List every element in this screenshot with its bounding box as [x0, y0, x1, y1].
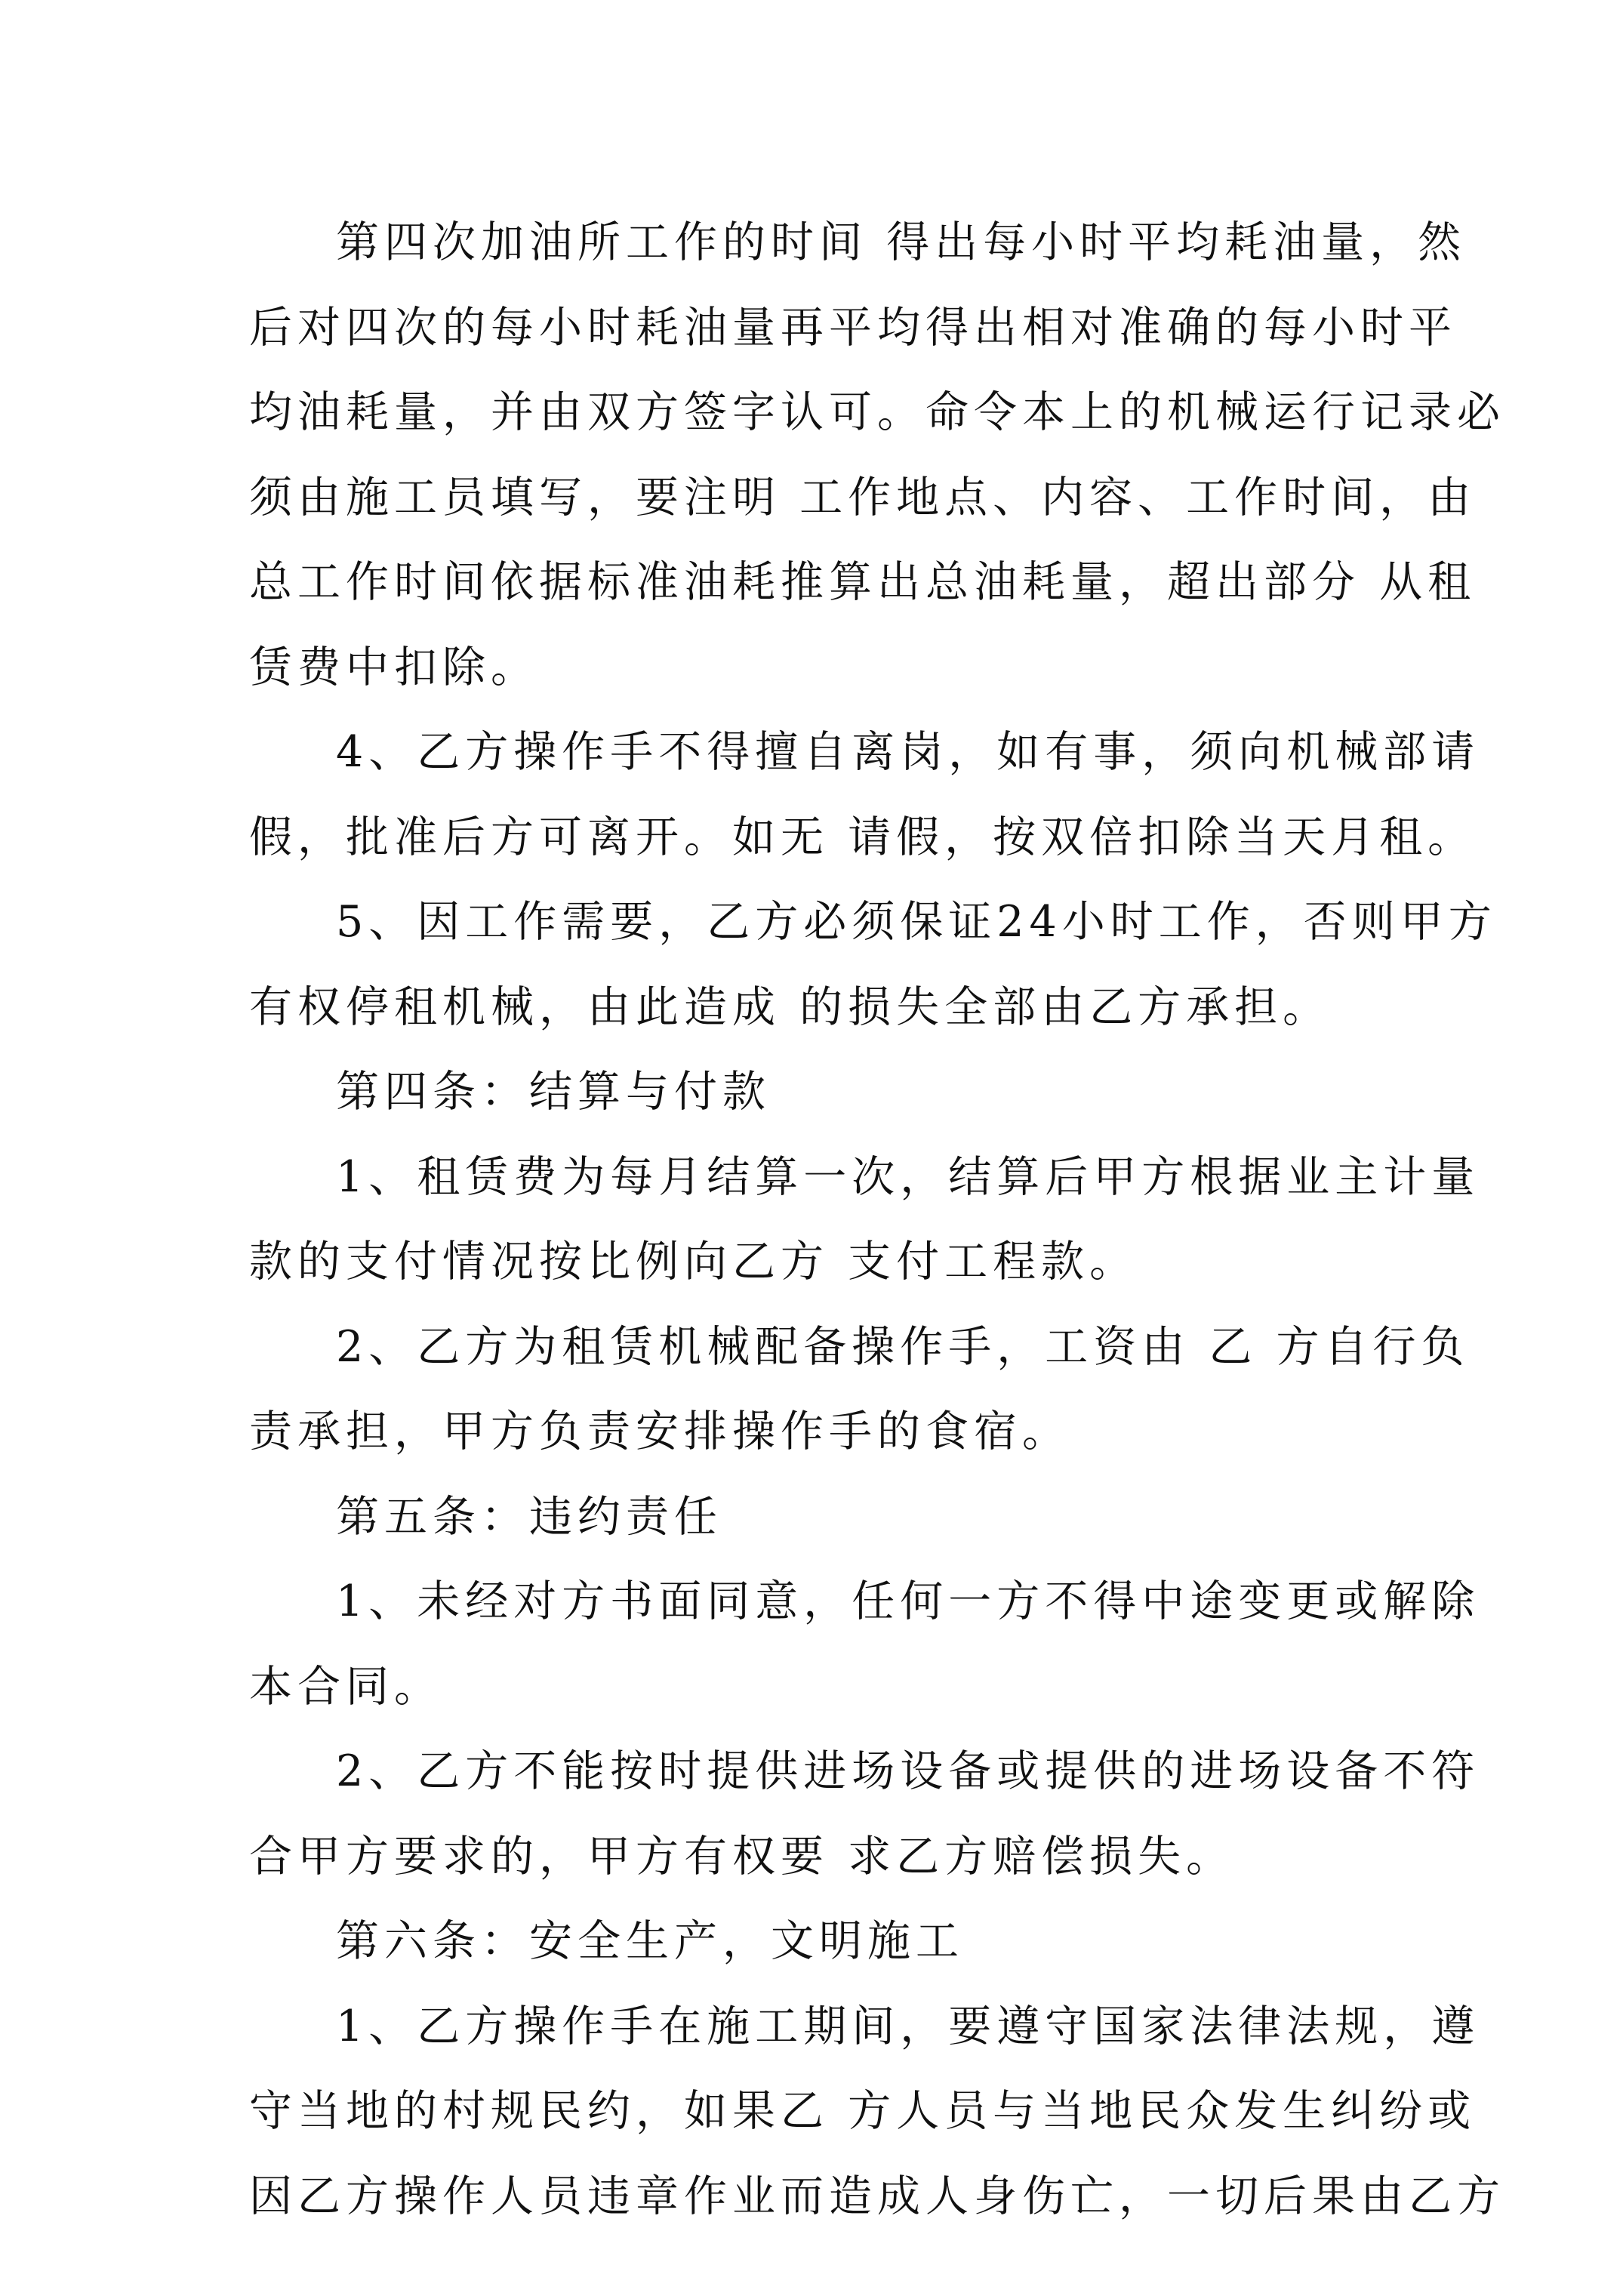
text-line: 假，批准后方可离开。如无 请假，按双倍扣除当天月租。 [249, 812, 1477, 862]
text-line: 1、未经对方书面同意，任何一方不得中途变更或解除 [336, 1576, 1480, 1626]
text-line: 4、乙方操作手不得擅自离岗，如有事，须向机械部请 [336, 727, 1480, 777]
text-line: 责承担，甲方负责安排操作手的食宿。 [249, 1407, 1070, 1456]
text-line: 2、乙方为租赁机械配备操作手，工资由 乙 方自行负 [336, 1321, 1470, 1372]
text-line: 须由施工员填写，要注明 工作地点、内容、工作时间，由 [249, 472, 1477, 522]
section-heading: 第四条：结算与付款 [336, 1067, 771, 1117]
text-line: 第四次加油所工作的时间 得出每小时平均耗油量，然 [336, 217, 1467, 267]
text-line: 后对四次的每小时耗油量再平均得出相对准确的每小时平 [249, 302, 1457, 353]
text-line: 总工作时间依据标准油耗推算出总油耗量，超出部分 从租 [249, 557, 1477, 607]
text-line: 本合同。 [249, 1661, 442, 1712]
text-line: 1、租赁费为每月结算一次，结算后甲方根据业主计量 [336, 1151, 1480, 1202]
section-heading: 第六条：安全生产，文明施工 [336, 1916, 964, 1966]
text-line: 5、因工作需要，乙方必须保证24小时工作，否则甲方 [336, 897, 1497, 947]
text-line: 因乙方操作人员违章作业而造成人身伤亡，一切后果由乙方 [249, 2171, 1505, 2221]
text-line: 2、乙方不能按时提供进场设备或提供的进场设备不符 [336, 1746, 1480, 1796]
text-line: 赁费中扣除。 [249, 642, 539, 692]
text-line: 款的支付情况按比例向乙方 支付工程款。 [249, 1237, 1138, 1287]
text-line: 守当地的村规民约，如果乙 方人员与当地民众发生纠纷或 [249, 2086, 1477, 2136]
section-heading: 第五条：违约责任 [336, 1491, 722, 1542]
text-line: 有权停租机械，由此造成 的损失全部由乙方承担。 [249, 982, 1332, 1032]
contract-text-body [249, 200, 1505, 2239]
text-line: 合甲方要求的，甲方有权要 求乙方赔偿损失。 [249, 1831, 1235, 1881]
text-line: 1、乙方操作手在施工期间，要遵守国家法律法规，遵 [336, 2001, 1480, 2051]
text-line: 均油耗量，并由双方签字认可。命令本上的机械运行记录必 [249, 387, 1505, 437]
